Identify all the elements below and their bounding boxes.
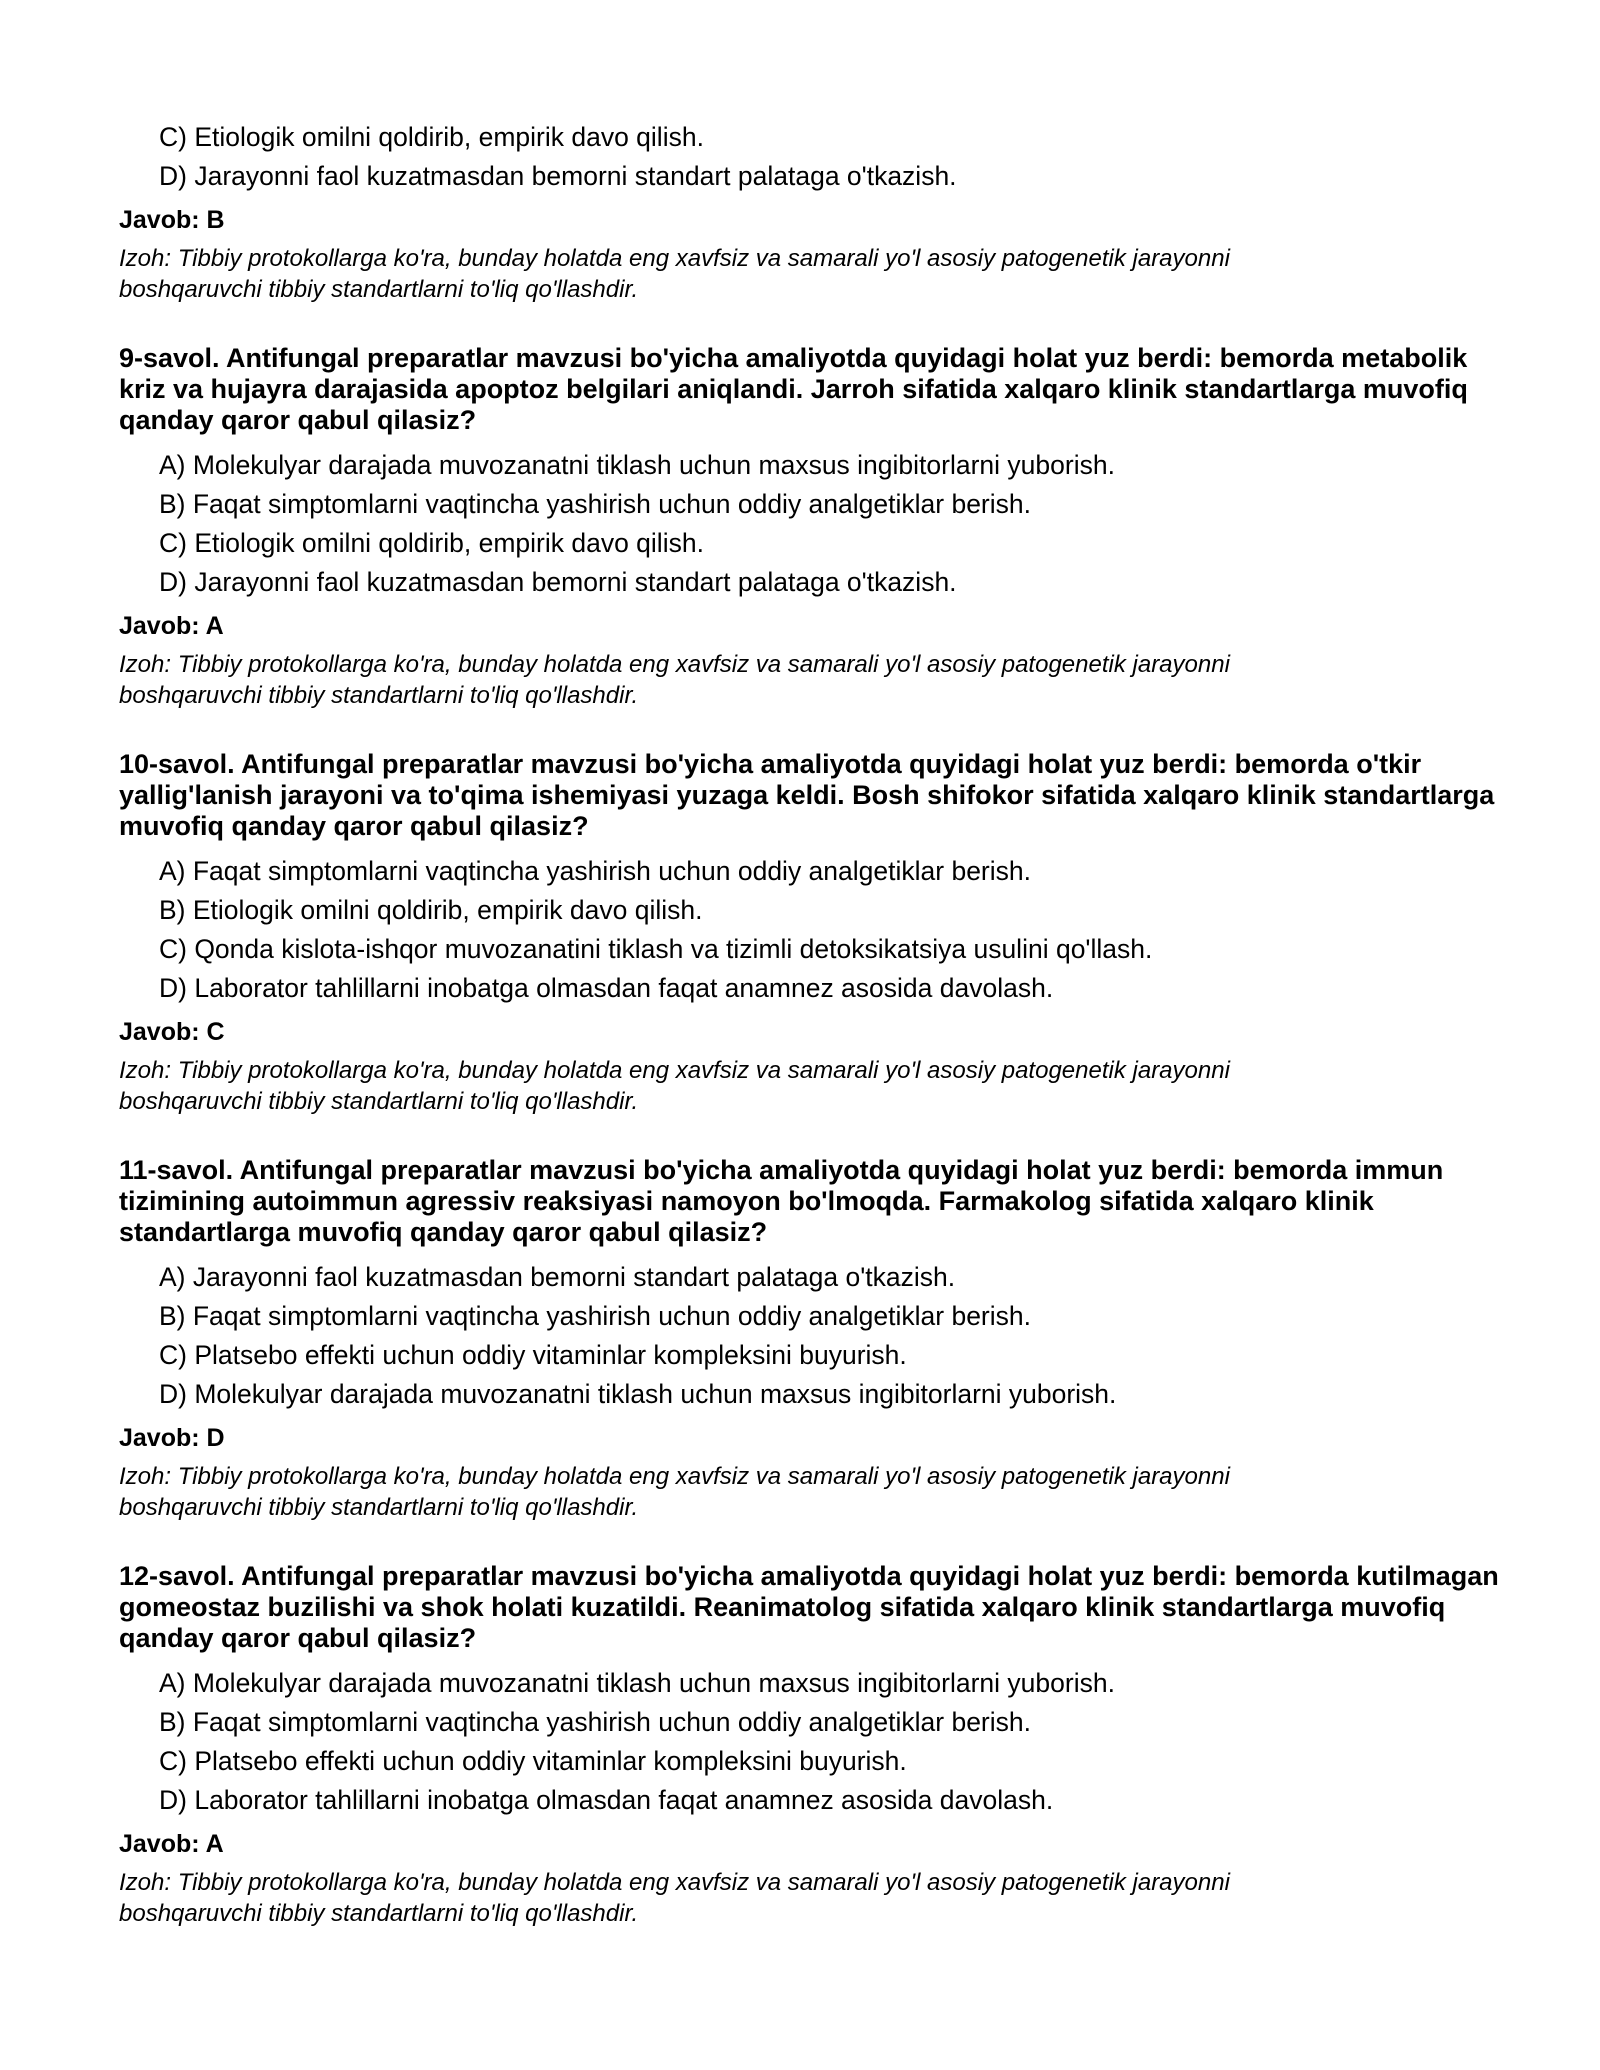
option-d: D) Molekulyar darajada muvozanatni tiklash uchun maxsus ingibitorlarni yuborish. [159,1379,1117,1409]
question-fragment [119,118,1500,305]
option-d: D) Laborator tahlillarni inobatga olmasdan faqat anamnez asosida davolash. [159,973,1054,1003]
option-d: D) Jarayonni faol kuzatmasdan bemorni standart palataga o'tkazish. [159,567,957,597]
option-c: C) Qonda kislota-ishqor muvozanatini tiklash va tizimli detoksikatsiya usulini qo'llash. [159,934,1153,964]
option-d: D) Jarayonni faol kuzatmasdan bemorni standart palataga o'tkazish. [159,161,957,191]
question-12 [119,1561,1500,1929]
option-d: D) Laborator tahlillarni inobatga olmasdan faqat anamnez asosida davolash. [159,1785,1054,1815]
option-list [119,118,1500,196]
explanation-text: Izoh: Tibbiy protokollarga ko'ra, bunday holatda eng xavfsiz va samarali yo'l asosiy patogenetik jarayonni boshqaruvchi tibbiy standartlarni to'liq qo'llashdir. [119,1869,1230,1927]
answer-label: Javob: D [119,1424,225,1452]
option-c: C) Etiologik omilni qoldirib, empirik davo qilish. [159,528,704,558]
question-title: 10-savol. Antifungal preparatlar mavzusi bo'yicha amaliyotda quyidagi holat yuz berdi: bemorda o'tkir yallig'lanish jarayoni va to'qima ishemiyasi yuzaga keldi. Bosh shifokor sifatida xalqaro klinik standartlarga muvofiq qanday qaror qabul qilasiz? [119,749,1495,841]
option-c: C) Etiologik omilni qoldirib, empirik davo qilish. [159,122,704,152]
explanation-text: Izoh: Tibbiy protokollarga ko'ra, bunday holatda eng xavfsiz va samarali yo'l asosiy patogenetik jarayonni boshqaruvchi tibbiy standartlarni to'liq qo'llashdir. [119,1057,1230,1115]
option-a: A) Molekulyar darajada muvozanatni tiklash uchun maxsus ingibitorlarni yuborish. [159,450,1115,480]
question-title: 12-savol. Antifungal preparatlar mavzusi bo'yicha amaliyotda quyidagi holat yuz berdi: bemorda kutilmagan gomeostaz buzilishi va shok holati kuzatildi. Reanimatolog sifatida xalqaro klinik standartlarga muvofiq qanday qaror qabul qilasiz? [119,1561,1499,1653]
option-b: B) Etiologik omilni qoldirib, empirik davo qilish. [159,895,703,925]
question-11 [119,1155,1500,1523]
question-9 [119,343,1500,711]
option-list [119,1664,1500,1820]
option-b: B) Faqat simptomlarni vaqtincha yashirish uchun oddiy analgetiklar berish. [159,1301,1031,1331]
question-title: 11-savol. Antifungal preparatlar mavzusi bo'yicha amaliyotda quyidagi holat yuz berdi: bemorda immun tizimining autoimmun agressiv reaksiyasi namoyon bo'lmoqda. Farmakolog sifatida xalqaro klinik standartlarga muvofiq qanday qaror qabul qilasiz? [119,1155,1444,1247]
option-b: B) Faqat simptomlarni vaqtincha yashirish uchun oddiy analgetiklar berish. [159,489,1031,519]
option-list [119,852,1500,1008]
option-a: A) Jarayonni faol kuzatmasdan bemorni standart palataga o'tkazish. [159,1262,956,1292]
explanation-text: Izoh: Tibbiy protokollarga ko'ra, bunday holatda eng xavfsiz va samarali yo'l asosiy patogenetik jarayonni boshqaruvchi tibbiy standartlarni to'liq qo'llashdir. [119,651,1230,709]
answer-label: Javob: A [119,1830,224,1858]
option-c: C) Platsebo effekti uchun oddiy vitaminlar kompleksini buyurish. [159,1340,907,1370]
option-list [119,1258,1500,1414]
answer-label: Javob: B [119,206,225,234]
option-b: B) Faqat simptomlarni vaqtincha yashirish uchun oddiy analgetiklar berish. [159,1707,1031,1737]
answer-label: Javob: C [119,1018,225,1046]
option-a: A) Faqat simptomlarni vaqtincha yashirish uchun oddiy analgetiklar berish. [159,856,1031,886]
explanation-text: Izoh: Tibbiy protokollarga ko'ra, bunday holatda eng xavfsiz va samarali yo'l asosiy patogenetik jarayonni boshqaruvchi tibbiy standartlarni to'liq qo'llashdir. [119,1463,1230,1521]
explanation-text: Izoh: Tibbiy protokollarga ko'ra, bunday holatda eng xavfsiz va samarali yo'l asosiy patogenetik jarayonni boshqaruvchi tibbiy standartlarni to'liq qo'llashdir. [119,245,1230,303]
option-a: A) Molekulyar darajada muvozanatni tiklash uchun maxsus ingibitorlarni yuborish. [159,1668,1115,1698]
question-title: 9-savol. Antifungal preparatlar mavzusi bo'yicha amaliyotda quyidagi holat yuz berdi: bemorda metabolik kriz va hujayra darajasida apoptoz belgilari aniqlandi. Jarroh sifatida xalqaro klinik standartlarga muvofiq qanday qaror qabul qilasiz? [119,343,1468,435]
answer-label: Javob: A [119,612,224,640]
question-10 [119,749,1500,1117]
option-c: C) Platsebo effekti uchun oddiy vitaminlar kompleksini buyurish. [159,1746,907,1776]
option-list [119,446,1500,602]
